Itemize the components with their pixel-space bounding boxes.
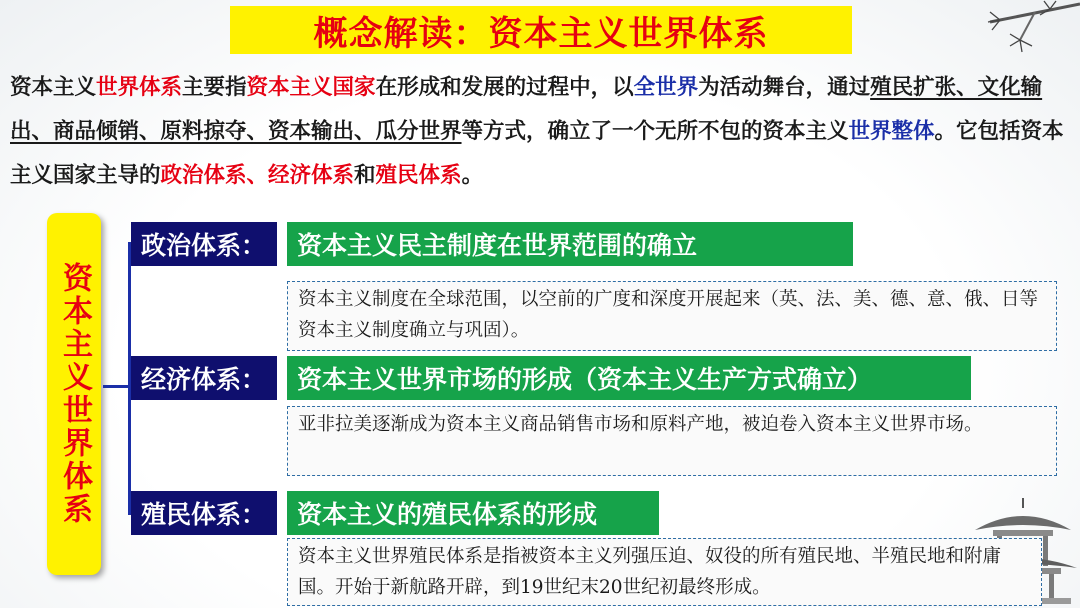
intro-segment: 。它包括资本主义国家主导的 bbox=[10, 119, 1064, 188]
side-label: 资本主义世界体系 bbox=[57, 262, 92, 526]
page-title: 概念解读：资本主义世界体系 bbox=[313, 13, 769, 54]
intro-segment: 和 bbox=[354, 163, 376, 188]
intro-segment: 资本主义国家 bbox=[246, 75, 376, 100]
intro-segment: 殖民体系 bbox=[375, 163, 462, 188]
bracket-stem bbox=[103, 385, 131, 388]
political-system-label: 政治体系： bbox=[131, 222, 277, 266]
intro-segment: 在形成和发展的过程中，以 bbox=[375, 75, 634, 100]
economic-system-detail: 亚非拉美逐渐成为资本主义商品销售市场和原料产地，被迫卷入资本主义世界市场。 bbox=[287, 406, 1057, 476]
colonial-system-detail: 资本主义世界殖民体系是指被资本主义列强压迫、奴役的所有殖民地、半殖民地和附庸国。开始于新航路开辟，到19世纪末20世纪初最终形成。 bbox=[287, 538, 1042, 606]
economic-system-label: 经济体系： bbox=[131, 356, 277, 400]
intro-segment: 资本主义 bbox=[10, 75, 97, 100]
intro-segment: 。 bbox=[461, 163, 484, 188]
intro-segment: 政治体系、经济体系 bbox=[160, 163, 355, 188]
colonial-system-heading: 资本主义的殖民体系的形成 bbox=[287, 491, 659, 535]
political-system-heading: 资本主义民主制度在世界范围的确立 bbox=[287, 222, 853, 266]
intro-segment: 等方式，确立了一个无所不包的资本主义 bbox=[461, 119, 849, 144]
title-banner bbox=[230, 6, 852, 54]
intro-segment: 殖民扩张、文化输出、商品倾销、原料掠夺、资本输出、瓜分世界 bbox=[10, 75, 1043, 144]
pine-branch-icon bbox=[930, 0, 1080, 70]
economic-system-heading: 资本主义世界市场的形成（资本主义生产方式确立） bbox=[287, 356, 971, 400]
intro-segment: 世界整体 bbox=[848, 119, 935, 144]
intro-segment: 主要指 bbox=[182, 75, 247, 100]
intro-paragraph bbox=[10, 66, 1070, 198]
intro-segment: 为活动舞台，通过 bbox=[698, 75, 871, 100]
intro-segment: 全世界 bbox=[633, 75, 699, 100]
political-system-detail: 资本主义制度在全球范围，以空前的广度和深度开展起来（英、法、美、德、意、俄、日等资本主义制度确立与巩固）。 bbox=[287, 281, 1057, 351]
side-label-box bbox=[47, 213, 101, 575]
colonial-system-label: 殖民体系： bbox=[131, 491, 277, 535]
intro-segment: 世界体系 bbox=[96, 75, 183, 100]
